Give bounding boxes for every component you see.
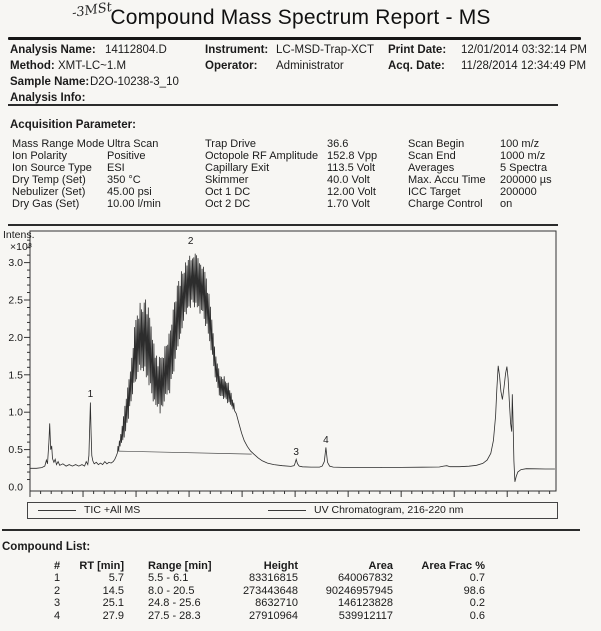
acq-param-row	[408, 198, 552, 210]
analysis-name-value: 14112804.D	[105, 44, 167, 56]
column-header: Height	[263, 560, 298, 572]
acq-param-value: 1000 m/z	[500, 150, 546, 162]
acq-param-value: 350 °C	[107, 174, 141, 186]
chromatogram-chart	[0, 229, 601, 500]
table-cell: 0.7	[469, 572, 485, 585]
acq-param-label: Averages	[408, 162, 455, 174]
acq-param-label: Dry Temp (Set)	[12, 174, 86, 186]
y-tick-label: 0.5	[8, 444, 23, 457]
column-header: RT [min]	[79, 560, 124, 572]
table-cell: 8.0 - 20.5	[148, 584, 195, 597]
table-cell: 90246957945	[325, 584, 393, 597]
instrument-value: LC-MSD-Trap-XCT	[276, 44, 374, 56]
acq-param-value: Ultra Scan	[107, 138, 159, 150]
table-cell: 25.1	[102, 597, 124, 610]
acq-param-row	[12, 138, 161, 150]
peak-label-2: 2	[187, 235, 194, 247]
acq-param-value: 152.8 Vpp	[327, 150, 378, 162]
acquisition-heading: Acquisition Parameter:	[10, 119, 136, 131]
title-underline	[8, 37, 581, 40]
acq-param-value: 1.70 Volt	[327, 198, 370, 210]
column-header: Range [min]	[148, 560, 212, 572]
acq-param-row	[12, 198, 161, 210]
sample-name-label: Sample Name:	[10, 76, 90, 88]
analysis-info-label: Analysis Info:	[10, 92, 86, 104]
acq-date-value: 11/28/2014 12:34:49 PM	[461, 60, 587, 72]
acq-param-row	[12, 150, 161, 162]
acq-param-label: Skimmer	[205, 174, 249, 186]
column-header: Area Frac %	[421, 560, 485, 572]
acq-date-label: Acq. Date:	[388, 60, 445, 72]
acq-param-label: Dry Gas (Set)	[12, 198, 80, 210]
print-date-value: 12/01/2014 03:32:14 PM	[461, 44, 587, 56]
x-tick-label	[289, 499, 301, 500]
legend-entry-tic	[38, 504, 140, 516]
acq-param-label: Scan Begin	[408, 138, 465, 150]
table-cell: 5.7	[108, 572, 124, 585]
analysis-name-label: Analysis Name:	[10, 44, 96, 56]
acq-param-value: on	[500, 198, 513, 210]
compound-table-header	[40, 560, 485, 572]
peak-label-1: 1	[87, 389, 94, 401]
table-cell: 5.5 - 6.1	[148, 572, 189, 585]
chart-legend	[27, 502, 558, 519]
table-cell: 83316815	[249, 572, 298, 585]
legend-uv-label: UV Chromatogram, 216-220 nm	[314, 504, 464, 516]
instrument-label: Instrument:	[205, 44, 269, 56]
method-value: XMT-LC~1.M	[58, 60, 127, 72]
peak-label-3: 3	[293, 446, 299, 458]
x-tick-label	[130, 499, 142, 500]
acq-param-row	[408, 150, 552, 162]
acq-param-row	[408, 162, 552, 174]
acq-param-value: 12.00 Volt	[327, 186, 376, 198]
y-tick-label: 0.0	[8, 481, 23, 494]
legend-entry-uv	[268, 504, 463, 516]
y-tick-label: 1.0	[8, 406, 23, 419]
table-cell: 539912117	[338, 609, 393, 622]
acq-param-row	[408, 186, 552, 198]
legend-tic-label: TIC +All MS	[84, 504, 141, 516]
compound-list-heading: Compound List:	[2, 541, 91, 553]
table-cell: 98.6	[463, 584, 485, 597]
acq-param-label: Oct 1 DC	[205, 186, 251, 198]
table-row	[40, 585, 485, 597]
x-tick-label	[342, 499, 354, 500]
acq-param-label: Ion Source Type	[12, 162, 92, 174]
table-cell: 27910964	[249, 609, 298, 622]
table-cell: 14.5	[102, 584, 124, 597]
table-row	[40, 597, 485, 609]
acq-param-label: Trap Drive	[205, 138, 256, 150]
y-axis-label-intens: Intens.	[3, 229, 35, 241]
method-label: Method:	[10, 60, 55, 72]
acq-param-label: Octopole RF Amplitude	[205, 150, 319, 162]
acq-param-row	[205, 174, 377, 186]
acq-param-row	[12, 162, 161, 174]
x-axis-title	[508, 499, 557, 500]
acq-param-label: Capillary Exit	[205, 162, 270, 174]
acq-param-value: 5 Spectra	[500, 162, 548, 174]
table-cell: 4	[53, 609, 61, 622]
acq-param-label: Charge Control	[408, 198, 483, 210]
column-header: Area	[368, 560, 393, 572]
acq-param-label: Nebulizer (Set)	[12, 186, 86, 198]
acq-param-row	[12, 186, 161, 198]
acq-param-label: Scan End	[408, 150, 456, 162]
operator-label: Operator:	[205, 60, 258, 72]
acq-param-value: 45.00 psi	[107, 186, 152, 198]
integration-baseline	[118, 451, 252, 454]
separator-3	[2, 529, 580, 531]
acq-param-row	[12, 174, 161, 186]
sample-name-value: D2O-10238-3_10	[90, 76, 179, 88]
table-cell: 273443648	[242, 584, 298, 597]
table-cell: 640067832	[337, 572, 393, 585]
y-axis-label-scale: ×10⁸	[10, 241, 33, 253]
x-tick-label	[27, 499, 33, 500]
table-cell: 146123828	[337, 597, 393, 610]
acq-param-label: Ion Polarity	[12, 150, 68, 162]
acq-param-value: Positive	[107, 150, 146, 162]
acquisition-col1	[12, 138, 161, 210]
table-cell: 27.9	[102, 609, 124, 622]
y-tick-label: 2.0	[8, 331, 23, 344]
acq-param-row	[205, 138, 377, 150]
acq-param-row	[205, 162, 377, 174]
acq-param-value: 10.00 l/min	[107, 198, 161, 210]
acq-param-row	[408, 138, 552, 150]
table-cell: 0.2	[469, 597, 485, 610]
table-cell: 1	[53, 572, 61, 585]
uv-line-sample-icon	[268, 510, 306, 511]
acq-param-row	[205, 150, 377, 162]
acq-param-value: ESI	[107, 162, 125, 174]
table-cell: 2	[53, 584, 61, 597]
x-tick-label	[183, 499, 195, 500]
separator-1	[8, 104, 558, 106]
table-row	[40, 610, 485, 622]
table-cell: 24.8 - 25.6	[148, 597, 201, 610]
acq-param-value: 200000 µs	[500, 174, 552, 186]
acq-param-row	[205, 186, 377, 198]
y-tick-label: 1.5	[8, 369, 23, 382]
acq-param-value: 36.6	[327, 138, 349, 150]
table-row	[40, 572, 485, 584]
acq-param-value: 200000	[500, 186, 537, 198]
column-header: #	[53, 560, 61, 572]
table-cell: 27.5 - 28.3	[148, 609, 201, 622]
acq-param-label: Max. Accu Time	[408, 174, 486, 186]
table-cell: 8632710	[255, 597, 298, 610]
handwritten-annotation: -3MSt	[71, 0, 114, 22]
acq-param-label: Oct 2 DC	[205, 198, 251, 210]
print-date-label: Print Date:	[388, 44, 447, 56]
operator-value: Administrator	[276, 60, 344, 72]
table-cell: 0.6	[469, 609, 485, 622]
acq-param-label: ICC Target	[408, 186, 461, 198]
x-tick-label	[395, 499, 407, 500]
acq-param-row	[408, 174, 552, 186]
peak-label-4: 4	[323, 434, 329, 446]
acquisition-col3	[408, 138, 552, 210]
chromatogram-panel	[0, 229, 601, 500]
acq-param-value: 40.0 Volt	[327, 174, 370, 186]
table-cell: 3	[53, 597, 61, 610]
acq-param-value: 113.5 Volt	[327, 162, 376, 174]
compound-list-table	[40, 560, 485, 622]
x-tick-label	[448, 499, 460, 500]
acquisition-col2	[205, 138, 377, 210]
x-tick-label	[80, 499, 86, 500]
acq-param-row	[205, 198, 377, 210]
report-title: Compound Mass Spectrum Report - MS	[110, 6, 491, 29]
y-tick-label: 2.5	[8, 294, 23, 307]
y-tick-label: 3.0	[8, 257, 23, 270]
x-tick-label	[236, 499, 248, 500]
acq-param-value: 100 m/z	[500, 138, 540, 150]
separator-2	[8, 224, 558, 226]
tic-line-sample-icon	[38, 510, 76, 511]
acq-param-label: Mass Range Mode	[12, 138, 105, 150]
